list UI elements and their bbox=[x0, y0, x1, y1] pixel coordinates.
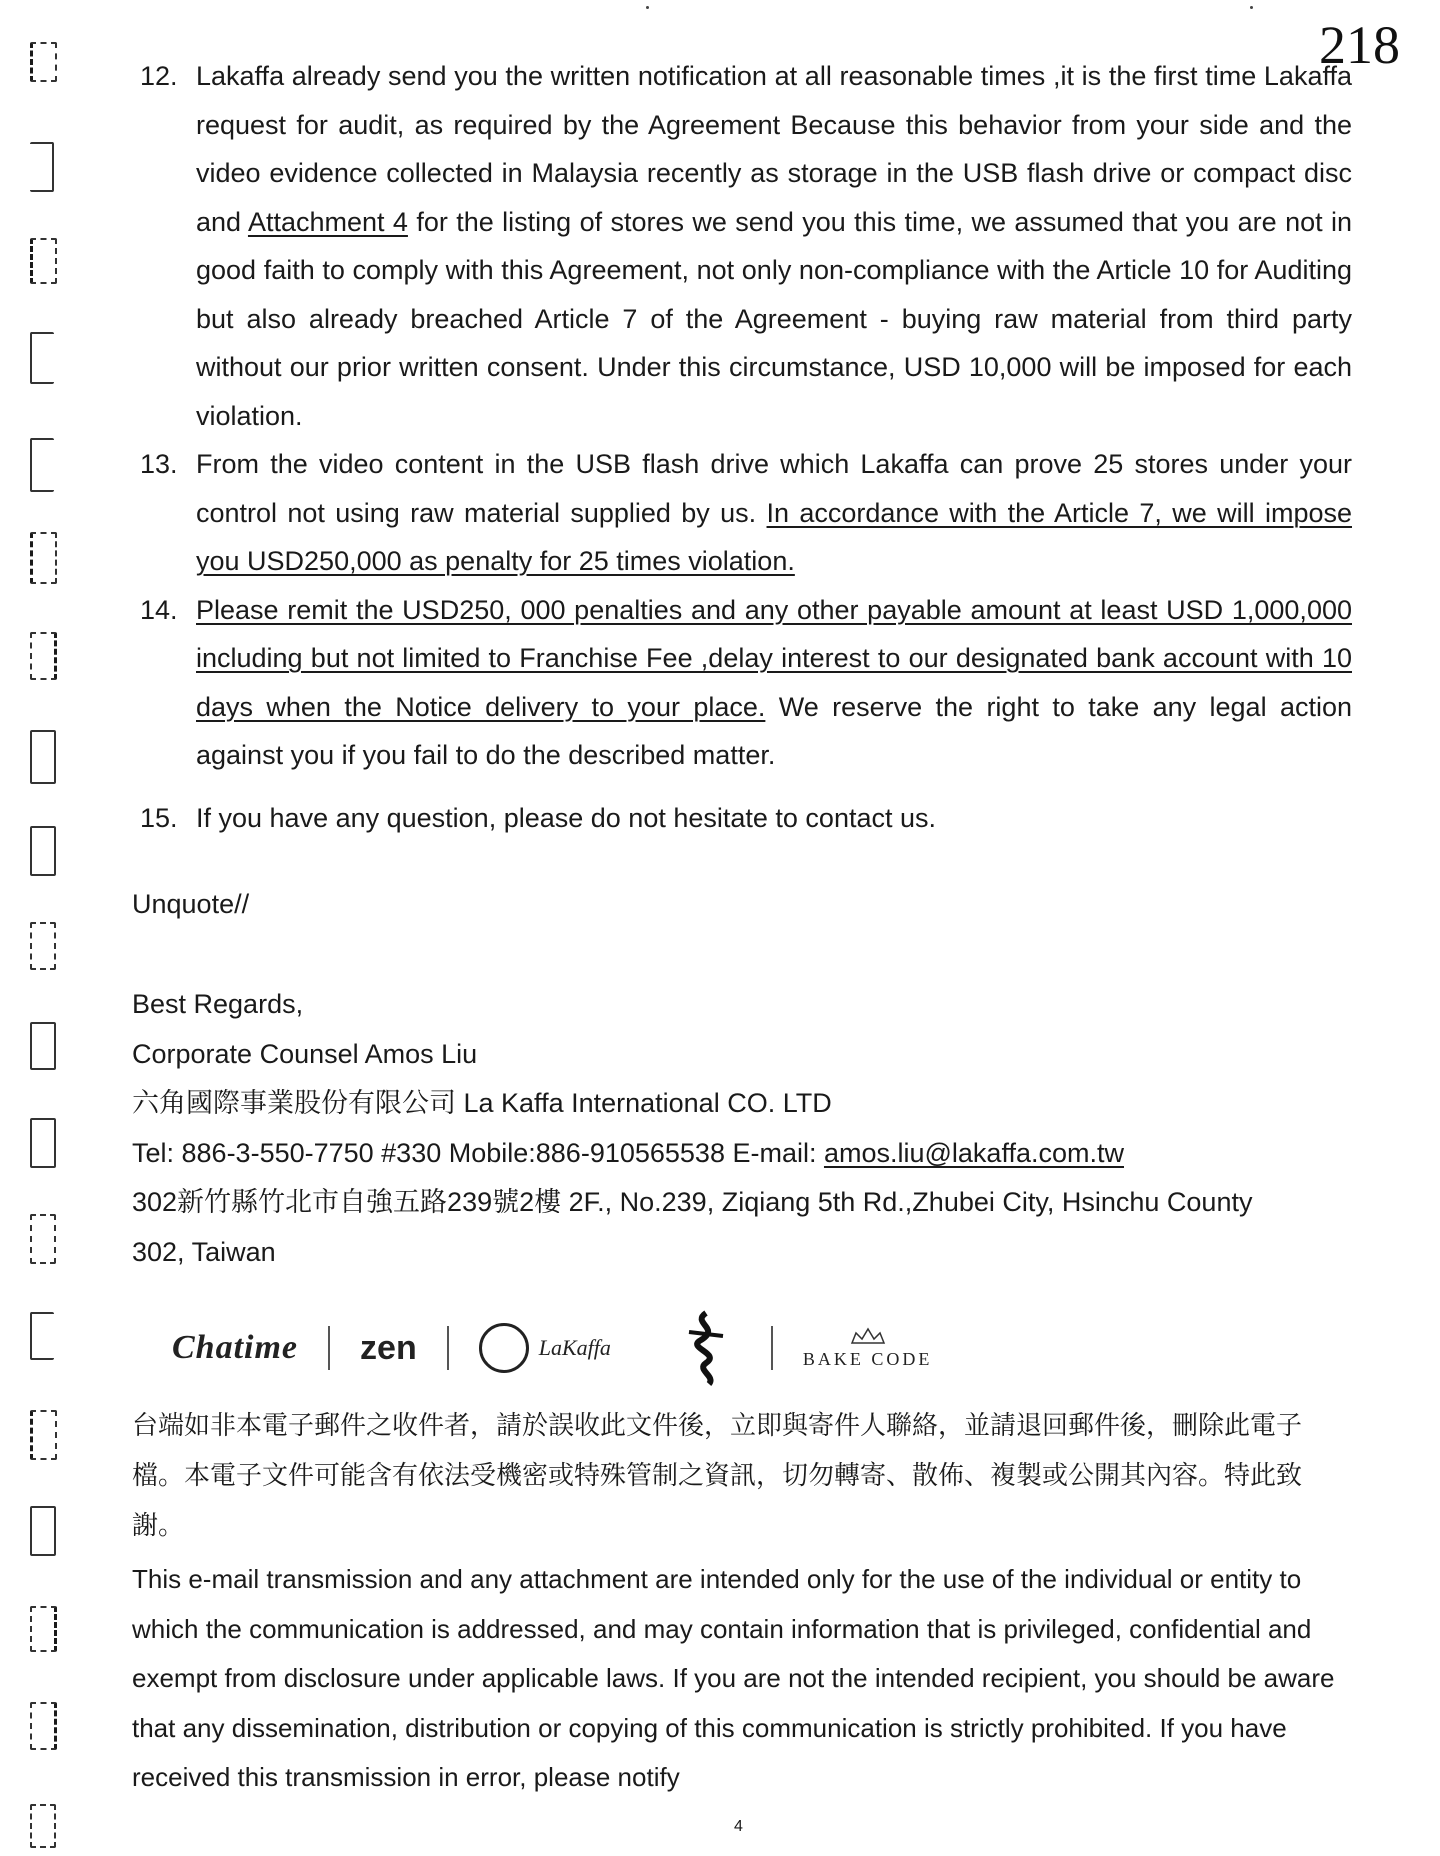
numbered-list bbox=[132, 52, 1352, 842]
binder-mark bbox=[30, 238, 57, 284]
logo-divider bbox=[771, 1326, 773, 1370]
page-number: 218 bbox=[1319, 15, 1400, 75]
binder-mark bbox=[30, 1506, 56, 1556]
signer-name: Corporate Counsel Amos Liu bbox=[132, 1038, 478, 1069]
email-link[interactable]: amos.liu@lakaffa.com.tw bbox=[823, 1137, 1124, 1168]
binder-mark bbox=[30, 922, 56, 970]
binder-mark bbox=[30, 826, 56, 876]
item-text: If you have any question, please do not hesitate to contact us. bbox=[196, 802, 936, 833]
zen-logo: zen bbox=[360, 1328, 417, 1367]
binder-mark bbox=[30, 1702, 57, 1750]
penalty-statement: In accordance with the Article 7, we will impose you USD250,000 as penalty for 25 times violation. bbox=[196, 497, 1352, 576]
document-body bbox=[132, 52, 1352, 1803]
binder-mark bbox=[30, 142, 54, 192]
company-name: 六角國際事業股份有限公司 La Kaffa International CO. LTD bbox=[132, 1088, 832, 1118]
list-number: 13. bbox=[140, 449, 178, 479]
item-text: From the video content in the USB flash drive which Lakaffa can prove 25 stores under your control not using raw material supplied by us. bbox=[196, 449, 1352, 528]
attachment-reference: Attachment 4 bbox=[247, 206, 408, 237]
emblem-icon bbox=[479, 1323, 529, 1373]
binder-mark bbox=[30, 438, 54, 492]
item-text: We reserve the right to take any legal action against you if you fail to do the described matter. bbox=[196, 691, 1352, 770]
binder-mark bbox=[30, 532, 57, 584]
bake-code-logo bbox=[803, 1327, 933, 1370]
bake-code-text: BAKE CODE bbox=[802, 1348, 933, 1369]
brand-logos bbox=[132, 1303, 1352, 1393]
item-text: for the listing of stores we send you this time, we assumed that you are not in good faith to comply with this Agreement, not only non-compliance with the Article 10 for Auditing but also already breached Article 7 of the Agreement - buying raw material from third party without our prior written consent. Under this circumstance, USD 10,000 will be imposed for each violation. bbox=[196, 206, 1353, 431]
binder-mark bbox=[30, 1606, 57, 1652]
crown-icon bbox=[848, 1327, 888, 1345]
list-number: 15. bbox=[140, 802, 178, 833]
logo-divider bbox=[447, 1326, 449, 1370]
address-line: 302, Taiwan bbox=[132, 1236, 276, 1267]
binder-mark bbox=[30, 632, 57, 680]
binder-mark bbox=[30, 1804, 56, 1848]
binder-mark bbox=[30, 1022, 56, 1070]
contact-phones: Tel: 886-3-550-7750 #330 Mobile:886-910565538 E-mail: bbox=[132, 1137, 824, 1168]
binder-mark bbox=[30, 42, 57, 82]
list-item-13 bbox=[132, 440, 1352, 586]
list-number: 14. bbox=[140, 594, 178, 625]
address-line: 302新竹縣竹北市自強五路239號2樓 2F., No.239, Ziqiang 5th Rd.,Zhubei City, Hsinchu County bbox=[132, 1187, 1253, 1217]
chatime-logo: Chatime bbox=[172, 1329, 299, 1366]
footer-page-number: 4 bbox=[734, 1818, 743, 1835]
logo-divider bbox=[328, 1326, 330, 1370]
lakaffa-logo-text: LaKaffa bbox=[538, 1335, 611, 1360]
contact-line bbox=[132, 1129, 1352, 1179]
list-number: 12. bbox=[140, 61, 178, 91]
binder-mark bbox=[30, 1214, 56, 1264]
list-item-14 bbox=[132, 586, 1352, 780]
binder-mark bbox=[30, 1312, 54, 1360]
binder-mark bbox=[30, 1118, 56, 1168]
scan-dot bbox=[1250, 6, 1253, 9]
unquote: Unquote// bbox=[132, 889, 250, 919]
confidentiality-notice-zh: 台端如非本電子郵件之收件者，請於誤收此文件後，立即與寄件人聯絡，並請退回郵件後，刪除此電子檔。本電子文件可能含有依法受機密或特殊管制之資訊，切勿轉寄、散佈、複製或公開其內容。特此致謝。 bbox=[132, 1411, 1303, 1541]
item-text: Lakaffa already send you the written notification at all reasonable times ,it is the first time Lakaffa request for audit, as required by the Agreement Because this behavior from your side and the video evidence collected in Malaysia recently as storage in the USB flash drive or compact disc and bbox=[196, 61, 1352, 237]
lakaffa-logo bbox=[479, 1323, 611, 1373]
binder-mark bbox=[30, 332, 54, 384]
confidentiality-notice-en: This e-mail transmission and any attachment are intended only for the use of the individual or entity to which the communication is addressed, and may contain information that is privileged, confidential and exempt from disclosure under applicable laws. If you are not the intended recipient, you should be aware that any dissemination, distribution or copying of this communication is strictly prohibited. If you have received this transmission in error, please notify bbox=[132, 1564, 1335, 1792]
binder-marks bbox=[30, 42, 70, 1852]
binder-mark bbox=[30, 1410, 57, 1460]
binder-mark bbox=[30, 730, 56, 784]
list-item-15 bbox=[132, 794, 1352, 843]
signature-block bbox=[132, 980, 1352, 1277]
closing: Best Regards, bbox=[132, 989, 304, 1019]
scan-dot bbox=[646, 6, 649, 9]
list-item-12 bbox=[132, 52, 1352, 440]
calligraphy-mark-icon bbox=[681, 1308, 731, 1388]
remittance-demand: Please remit the USD250, 000 penalties and any other payable amount at least USD 1,000,000 including but not limited to Franchise Fee ,delay interest to our designated bank account with 10 days when the Notice delivery to your place. bbox=[196, 594, 1352, 722]
